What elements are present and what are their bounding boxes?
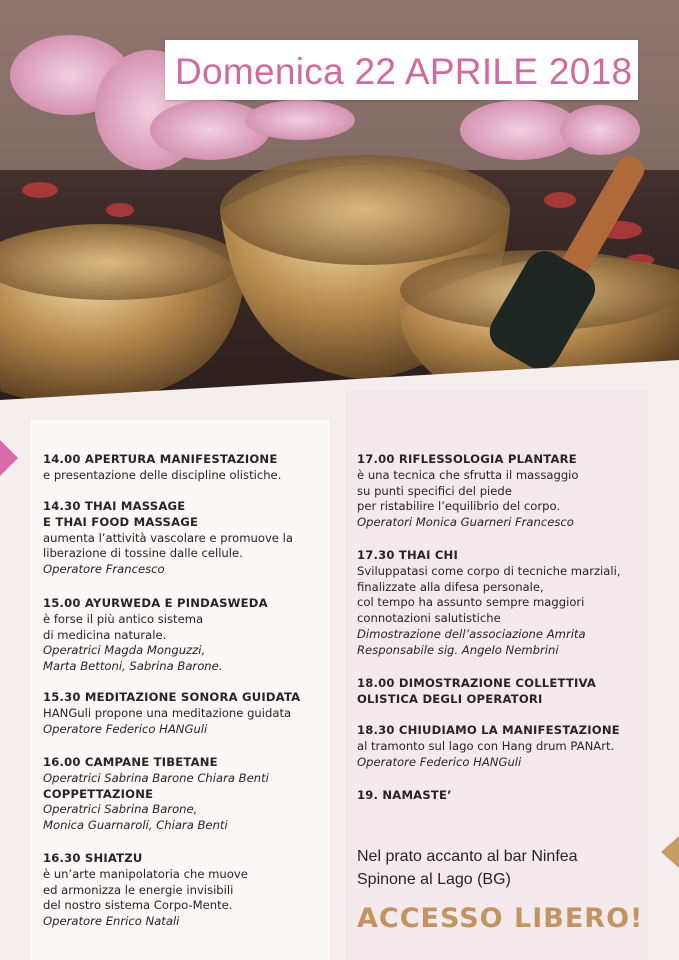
program-heading: 18.00 DIMOSTRAZIONE COLLETTIVA (357, 676, 597, 690)
program-description: ed armonizza le energie invisibili (43, 882, 234, 897)
program-description: Sviluppatasi come corpo di tecniche marziali, (357, 563, 621, 578)
program-heading: 17.30 THAI CHI (357, 548, 458, 562)
program-operator: Operatore Federico HANGuli (357, 754, 522, 769)
program-operator: Operatore Enrico Natali (43, 914, 180, 929)
location-note (357, 845, 578, 891)
program-description: è una tecnica che sfrutta il massaggio (357, 467, 579, 482)
program-heading: 14.00 APERTURA MANIFESTAZIONE (43, 452, 278, 466)
program-heading: E THAI FOOD MASSAGE (43, 514, 199, 529)
program-item (357, 452, 579, 531)
program-description: di medicina naturale. (43, 627, 167, 642)
program-heading: 14.30 THAI MASSAGE (43, 499, 186, 513)
program-item (43, 851, 248, 930)
program-operator: Operatore Francesco (43, 562, 165, 577)
location-line-1: Nel prato accanto al bar Ninfea (357, 848, 578, 865)
program-operator: Operatrici Magda Monguzzi, (43, 643, 206, 658)
program-operator: Marta Bettoni, Sabrina Barone. (43, 659, 223, 674)
program-heading: COPPETTAZIONE (43, 786, 154, 801)
program-description: aumenta l’attività vascolare e promuove la (43, 530, 293, 545)
program-item (357, 723, 620, 770)
program-item (43, 690, 300, 737)
program-item (357, 788, 452, 804)
program-operator: Responsabile sig. Angelo Nembrini (357, 642, 559, 657)
program-item (43, 452, 281, 484)
program-item (43, 755, 269, 834)
program-heading: 16.30 SHIATZU (43, 851, 143, 865)
location-line-2: Spinone al Lago (BG) (357, 871, 511, 888)
program-heading: OLISTICA DEGLI OPERATORI (357, 691, 543, 706)
program-description: per ristabilire l’equilibrio del corpo. (357, 499, 561, 514)
program-item (43, 596, 268, 675)
page-title: Domenica 22 APRILE 2018 (175, 51, 633, 92)
program-item (357, 548, 621, 659)
program-description: e presentazione delle discipline olistiche. (43, 467, 282, 482)
gold-triangle-marker (661, 836, 679, 868)
program-description: connotazioni salutistiche (357, 611, 501, 626)
program-operator: Operatrici Sabrina Barone Chiara Benti (43, 770, 269, 785)
program-operator: Dimostrazione dell’associazione Amrita (357, 626, 586, 641)
program-heading: 18.30 CHIUDIAMO LA MANIFESTAZIONE (357, 723, 620, 737)
program-operator: Operatori Monica Guarneri Francesco (357, 515, 574, 530)
program-description: è forse il più antico sistema (43, 611, 204, 626)
program-heading: 15.00 AYURWEDA E PINDASWEDA (43, 596, 268, 610)
program-description: finalizzate alla difesa personale, (357, 579, 544, 594)
program-description: col tempo ha assunto sempre maggiori (357, 595, 585, 610)
program-description: del nostro sistema Corpo-Mente. (43, 898, 233, 913)
program-heading: 19. NAMASTE’ (357, 788, 452, 802)
program-operator: Operatrici Sabrina Barone, (43, 802, 198, 817)
program-description: HANGuli propone una meditazione guidata (43, 705, 292, 720)
program-item (43, 499, 293, 578)
program-description: su punti specifici del piede (357, 483, 512, 498)
program-description: liberazione di tossine dalle cellule. (43, 546, 243, 561)
program-heading: 16.00 CAMPANE TIBETANE (43, 755, 218, 769)
program-heading: 17.00 RIFLESSOLOGIA PLANTARE (357, 452, 577, 466)
program-heading: 15.30 MEDITAZIONE SONORA GUIDATA (43, 690, 301, 704)
program-item (357, 676, 596, 708)
program-description: è un’arte manipolatoria che muove (43, 866, 248, 881)
pink-triangle-marker (0, 440, 18, 476)
program-description: al tramonto sul lago con Hang drum PANArt. (357, 738, 615, 753)
program-operator: Monica Guarnaroli, Chiara Benti (43, 818, 228, 833)
program-operator: Operatore Federico HANGuli (43, 721, 208, 736)
free-entry-label: ACCESSO LIBERO! (357, 903, 644, 934)
